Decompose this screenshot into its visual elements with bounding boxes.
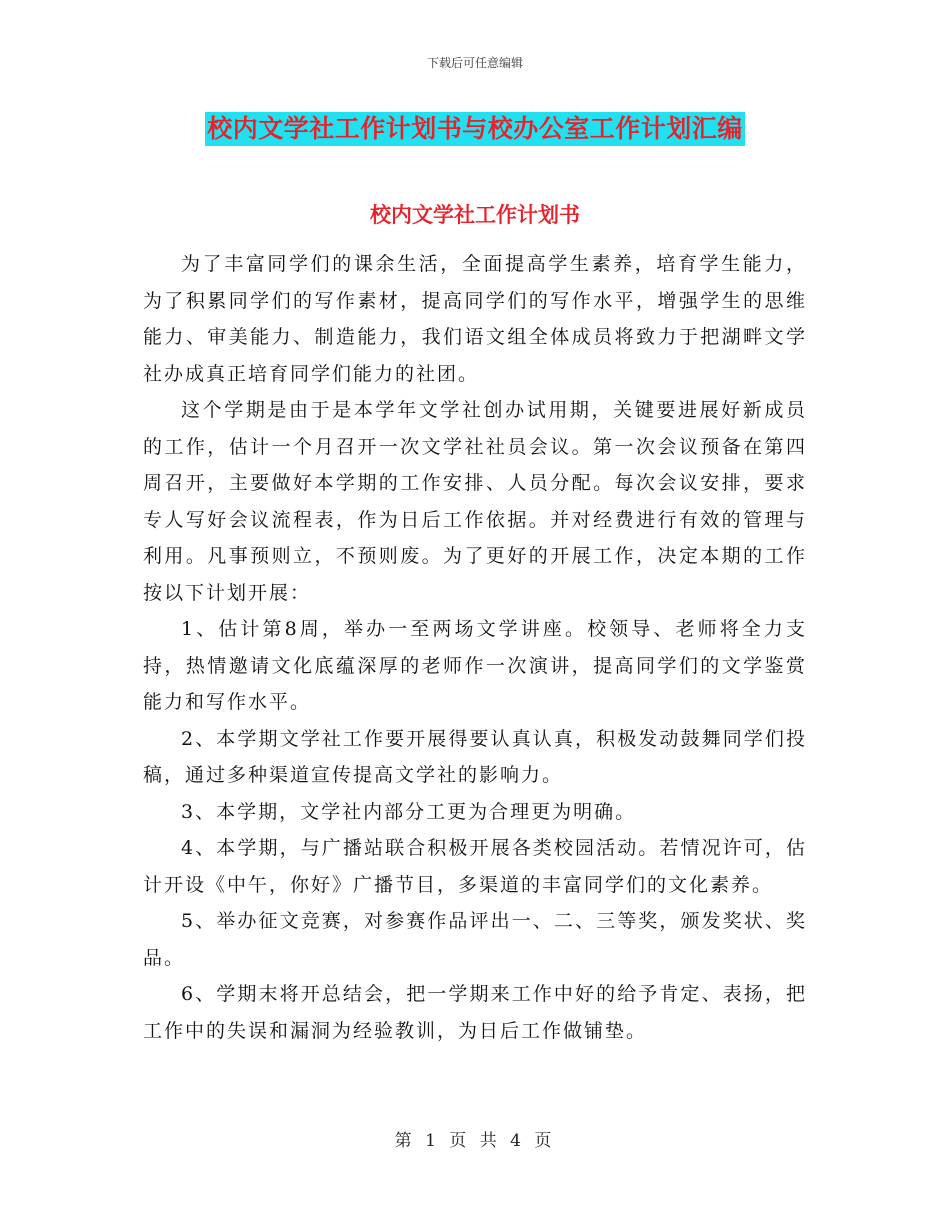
section-title: 校内文学社工作计划书 bbox=[370, 202, 580, 227]
paragraph: 这个学期是由于是本学年文学社创办试用期，关键要进展好新成员的工作，估计一个月召开一次文学社社员会议。第一次会议预备在第四周召开，主要做好本学期的工作安排、人员分配。每次会议安排，要求专人写好会议流程表，作为日后工作依据。并对经费进行有效的管理与利用。凡事预则立，不预则废。为了更好的开展工作，决定本期的工作按以下计划开展： bbox=[143, 399, 807, 604]
paragraph: 4、本学期，与广播站联合积极开展各类校园活动。若情况许可，估计开设《中午，你好》广播节目，多渠道的丰富同学们的文化素养。 bbox=[143, 837, 807, 896]
paragraph: 5、举办征文竞赛，对参赛作品评出一、二、三等奖，颁发奖状、奖品。 bbox=[143, 910, 807, 969]
document-body bbox=[143, 246, 807, 1049]
paragraph: 3、本学期，文学社内部分工更为合理更为明确。 bbox=[181, 800, 637, 823]
document-title: 校内文学社工作计划书与校办公室工作计划汇编 bbox=[205, 112, 745, 146]
document-title-container bbox=[0, 112, 950, 146]
header-note: 下载后可任意编辑 bbox=[426, 56, 523, 70]
paragraph: 2、本学期文学社工作要开展得要认真认真，积极发动鼓舞同学们投稿，通过多种渠道宣传提高文学社的影响力。 bbox=[143, 727, 807, 786]
paragraph: 1、估计第8周，举办一至两场文学讲座。校领导、老师将全力支持，热情邀请文化底蕴深厚的老师作一次演讲，提高同学们的文学鉴赏能力和写作水平。 bbox=[143, 618, 807, 713]
paragraph: 6、学期末将开总结会，把一学期来工作中好的给予肯定、表扬，把工作中的失误和漏洞为经验教训，为日后工作做铺垫。 bbox=[143, 983, 807, 1042]
paragraph: 为了丰富同学们的课余生活，全面提高学生素养，培育学生能力，为了积累同学们的写作素材，提高同学们的写作水平，增强学生的思维能力、审美能力、制造能力，我们语文组全体成员将致力于把湖畔文学社办成真正培育同学们能力的社团。 bbox=[143, 253, 807, 385]
page-number-footer: 第 1 页 共 4 页 bbox=[394, 1131, 556, 1151]
